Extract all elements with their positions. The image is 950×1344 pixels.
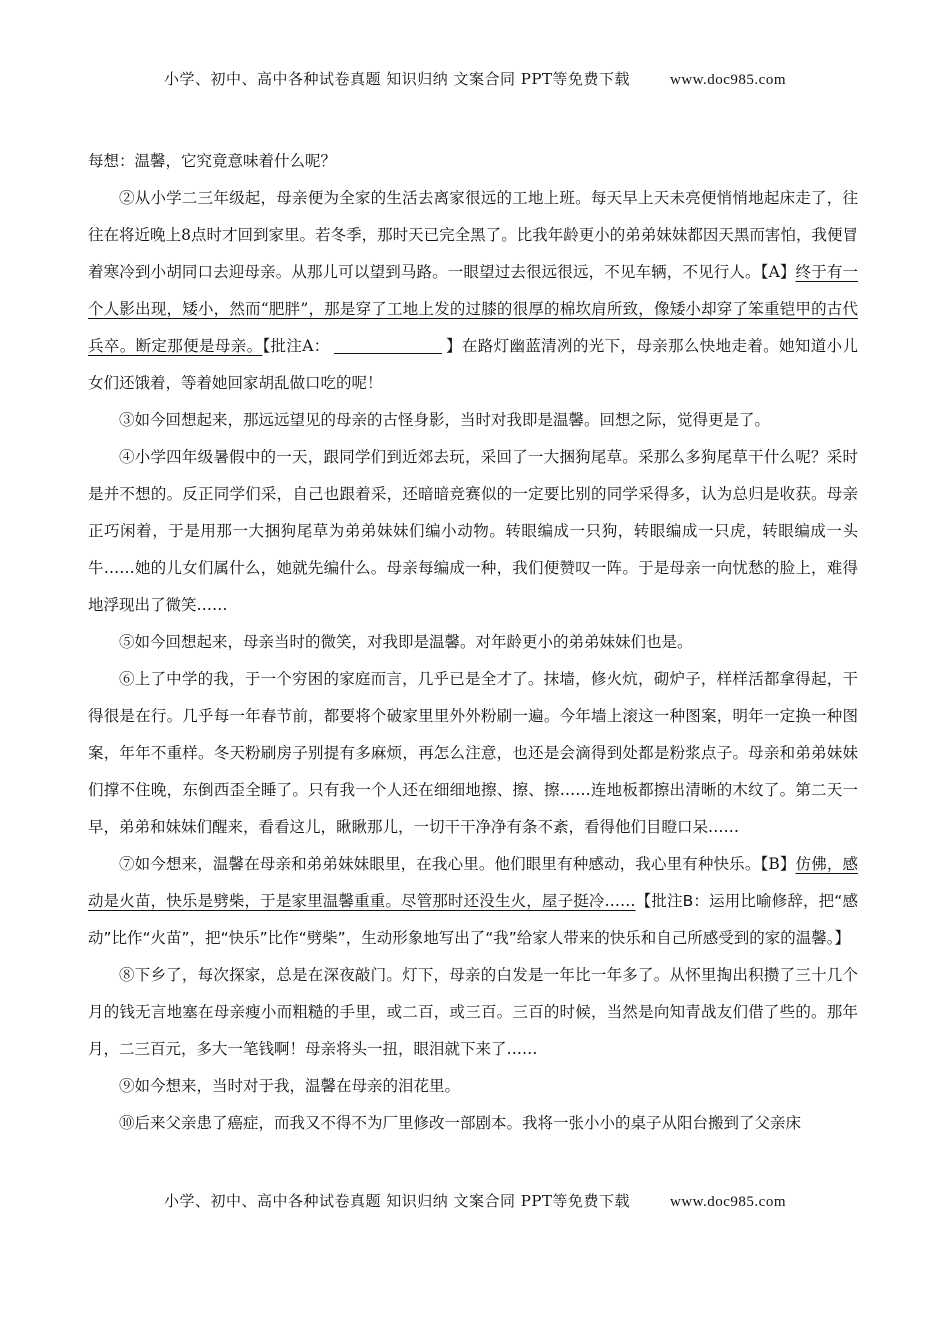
underlined-sentence-b: 仿佛，感动是火苗，快乐是劈柴，于是家里温馨重重。尽管那时还没生火，屋子挺冷……	[88, 855, 858, 910]
paragraph-10: ⑩后来父亲患了癌症，而我又不得不为厂里修改一部剧本。我将一张小小的桌子从阳台搬到了父亲床	[119, 1114, 802, 1132]
page-header	[0, 68, 950, 89]
paragraph-7	[88, 846, 858, 957]
annotation-b: 【批注B：运用比喻修辞，把“感动”比作“火苗”，把“快乐”比作“劈柴”，生动形象地写出了“我”给家人带来的快乐和自己所感受到的家的温馨。】	[88, 892, 858, 947]
header-url[interactable]: www.doc985.com	[669, 72, 786, 88]
annotation-a-blank[interactable]	[334, 338, 442, 355]
annotation-a-close: 】	[445, 337, 462, 355]
footer-text: 小学、初中、高中各种试卷真题 知识归纳 文案合同 PPT等免费下载	[163, 1192, 630, 1210]
paragraph-3: ③如今回想起来，那远远望见的母亲的古怪身影，当时对我即是温馨。回想之际，觉得更是了。	[119, 411, 771, 429]
paragraph-2-text: ②从小学二三年级起，母亲便为全家的生活去离家很远的工地上班。每天早上天未亮便悄悄地起床走了，往往在将近晚上8点时才回到家里。若冬季，那时天已完全黑了。比我年龄更小的弟弟妹妹都因天黑而害怕，我便冒着寒冷到小胡同口去迎母亲。从那儿可以望到马路。一眼望过去很远很远，不见车辆，不见行人。	[88, 189, 858, 281]
paragraph-5: ⑤如今回想起来，母亲当时的微笑，对我即是温馨。对年龄更小的弟弟妹妹们也是。	[119, 633, 693, 651]
page-footer	[0, 1190, 950, 1211]
tag-a: 【A】	[760, 263, 796, 281]
tag-b: 【B】	[760, 855, 796, 873]
paragraph-6: ⑥上了中学的我，于一个穷困的家庭而言，几乎已是全才了。抹墙，修火炕，砌炉子，样样活都拿得起，干得很是在行。几乎每一年春节前，都要将个破家里里外外粉刷一遍。今年墙上滚这一种图案，明年一定换一种图案，年年不重样。冬天粉刷房子别提有多麻烦，再怎么注意，也还是会滴得到处都是粉浆点子。母亲和弟弟妹妹们撑不住晚，东倒西歪全睡了。只有我一个人还在细细地擦、擦、擦……连地板都擦出清晰的木纹了。第二天一早，弟弟和妹妹们醒来，看看这儿，瞅瞅那儿，一切干干净净有条不紊，看得他们目瞪口呆……	[88, 670, 858, 836]
paragraph-9: ⑨如今想来，当时对于我，温馨在母亲的泪花里。	[119, 1077, 461, 1095]
paragraph-2-tail: 在路灯幽蓝清冽的光下，母亲那么快地走着。她知道小儿女们还饿着，等着她回家胡乱做口吃的呢！	[88, 337, 858, 392]
paragraph-1-end: 每想：温馨，它究竟意味着什么呢？	[88, 152, 337, 170]
paragraph-8: ⑧下乡了，每次探家，总是在深夜敲门。灯下，母亲的白发是一年比一年多了。从怀里掏出积攒了三十几个月的钱无言地塞在母亲瘦小而粗糙的手里，或二百，或三百。三百的时候，当然是向知青战友们借了些的。那年月，二三百元，多大一笔钱啊！母亲将头一扭，眼泪就下来了……	[88, 966, 858, 1058]
footer-url[interactable]: www.doc985.com	[669, 1194, 786, 1210]
underlined-sentence-a: 终于有一个人影出现，矮小，然而“肥胖”，那是穿了工地上发的过膝的很厚的棉坎肩所致，像矮小却穿了笨重铠甲的古代兵卒。断定那便是母亲。	[88, 263, 858, 355]
article-body	[88, 143, 858, 1142]
header-text: 小学、初中、高中各种试卷真题 知识归纳 文案合同 PPT等免费下载	[163, 70, 630, 88]
annotation-a-label: 【批注A：	[262, 337, 330, 355]
paragraph-7-text: ⑦如今想来，温馨在母亲和弟弟妹妹眼里，在我心里。他们眼里有种感动，我心里有种快乐。	[119, 855, 761, 873]
paragraph-4: ④小学四年级暑假中的一天，跟同学们到近郊去玩，采回了一大捆狗尾草。采那么多狗尾草干什么呢？采时是并不想的。反正同学们采，自己也跟着采，还暗暗竞赛似的一定要比别的同学采得多，认为总归是收获。母亲正巧闲着，于是用那一大捆狗尾草为弟弟妹妹们编小动物。转眼编成一只狗，转眼编成一只虎，转眼编成一头牛……她的儿女们属什么，她就先编什么。母亲每编成一种，我们便赞叹一阵。于是母亲一向忧愁的脸上，难得地浮现出了微笑……	[88, 448, 858, 614]
paragraph-2	[88, 180, 858, 402]
